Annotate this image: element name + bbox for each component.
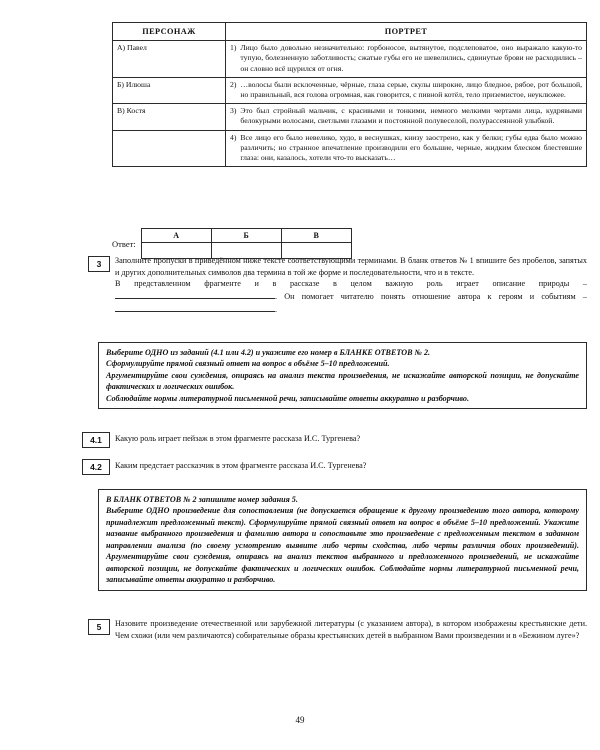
question-number-4-2: 4.2	[82, 459, 110, 475]
portrait-item-text: Лицо было довольно незначительно: горбоносое, вытянутое, подслеповатое, оно выражало какую-то тупую, болезненную заботливость; сжатые губы его не шевелились, сдвинутые брови не расходились – он словно всё щурился от огня.	[240, 43, 582, 73]
answer-column-v: В	[281, 229, 351, 243]
character-cell: А) Павел	[113, 41, 226, 78]
fill-in-blank-1[interactable]	[115, 290, 275, 299]
instruction-box-task5	[98, 489, 587, 591]
table-row	[113, 41, 587, 78]
table-row	[113, 104, 587, 130]
instruction-box-task4	[98, 342, 587, 409]
fill-in-blank-2[interactable]	[115, 303, 278, 314]
question-3-text-part-3: .	[275, 304, 278, 314]
question-4-2-body: Каким предстает рассказчик в этом фрагменте рассказа И.С. Тургенева?	[115, 461, 367, 470]
question-number-5: 5	[88, 619, 110, 635]
question-number-3: 3	[88, 256, 110, 272]
question-3-text-part-2: . Он помогает читателю понять отношение автора к героям и событиям –	[275, 291, 587, 301]
question-number-4-1: 4.1	[82, 432, 110, 448]
question-3-body	[115, 255, 587, 315]
portrait-item-number: 4)	[230, 132, 237, 142]
portrait-item-text: Это был стройный мальчик, с красивыми и тонкими, немного мелкими чертами лица, кудрявыми белокурыми волосами, светлыми глазами и постоянной полувеселой, полурассеянной улыбкой.	[240, 106, 582, 126]
answer-column-b: Б	[211, 229, 281, 243]
answer-header-row	[141, 229, 351, 243]
portrait-matching-table	[112, 22, 587, 167]
portrait-item-text: Все лицо его было невелико, худо, в веснушках, книзу заострено, как у белки; губы едва было можно различить; но странное впечатление производили его большие, черные, жидким блеском блестевшие глаза: они, казалось, хотели что-то высказать…	[240, 132, 582, 163]
question-5-body: Назовите произведение отечественной или зарубежной литературы (с указанием автора), в котором изображены крестьянские дети. Чем схожи (или чем различаются) собирательные образы крестьянских детей в выбранном Вами произведении и в «Бежином луге»?	[115, 619, 587, 640]
instruction5-line-1: В БЛАНК ОТВЕТОВ № 2 запишите номер задания 5.	[106, 495, 298, 504]
column-header-character: ПЕРСОНАЖ	[113, 23, 226, 41]
character-cell: Б) Илюша	[113, 77, 226, 103]
question-4-1-body: Какую роль играет пейзаж в этом фрагменте рассказа И.С. Тургенева?	[115, 434, 361, 443]
question-3-paragraph-2	[115, 278, 587, 315]
table-row	[113, 77, 587, 103]
character-cell: В) Костя	[113, 104, 226, 130]
portrait-cell	[226, 104, 587, 130]
instruction-line-3: Аргументируйте свои суждения, опираясь на анализ текста произведения, не искажайте авторской позиции, не допускайте фактических и логических ошибок.	[106, 370, 579, 392]
portrait-cell	[226, 130, 587, 167]
question-3-text-part-1: В представленном фрагменте и в рассказе в целом важную роль играет описание природы –	[115, 279, 587, 289]
portrait-item-number: 2)	[230, 79, 237, 89]
column-header-portrait: ПОРТРЕТ	[226, 23, 587, 41]
character-cell	[113, 130, 226, 167]
table-header-row	[113, 23, 587, 41]
portrait-cell	[226, 41, 587, 78]
table-row	[113, 130, 587, 167]
answer-label: Ответ:	[112, 239, 136, 249]
instruction5-line-2: Выберите ОДНО произведение для сопоставления (не допускается обращение к другому произведению того автора, которому принадлежит предложенный текст). Сформулируйте прямой связный ответ на вопрос в объёме 5–10 предложений. Укажите название выбранного произведения и фамилию автора и сопоставьте это произведение с предложенным текстом в заданном направлении анализа (по своему усмотрению выявите либо черты сходства, либо черты различия обоих произведений). Аргументируйте свои суждения, опираясь на анализ текстов выбранного и предложенного произведений, не искажайте авторской позиции, не допускайте фактических и логических ошибок. Соблюдайте нормы литературной письменной речи, записывайте ответы аккуратно и разборчиво.	[106, 506, 579, 585]
question-3-paragraph-1: Заполните пропуски в приведённом ниже тексте соответствующими терминами. В бланк ответов № 1 впишите без пробелов, запятых и других дополнительных символов два термина в той же форме и последовательности, что и в тексте.	[115, 256, 587, 277]
portrait-item-text: …волосы были всклоченные, чёрные, глаза серые, скулы широкие, лицо бледное, рябое, рот большой, но правильный, вся голова огромная, как говорится, с пивной котёл, тело приземистое, неуклюжее.	[240, 79, 582, 99]
instruction-line-1: Выберите ОДНО из заданий (4.1 или 4.2) и укажите его номер в БЛАНКЕ ОТВЕТОВ № 2.	[106, 348, 431, 357]
portrait-item-number: 1)	[230, 43, 237, 53]
instruction-line-2: Сформулируйте прямой связный ответ на вопрос в объёме 5–10 предложений.	[106, 359, 390, 369]
page-number: 49	[295, 715, 305, 725]
answer-column-a: А	[141, 229, 211, 243]
portrait-item-number: 3)	[230, 106, 237, 116]
instruction-line-4: Соблюдайте нормы литературной письменной речи, записывайте ответы аккуратно и разборчиво.	[106, 393, 470, 403]
portrait-cell	[226, 77, 587, 103]
